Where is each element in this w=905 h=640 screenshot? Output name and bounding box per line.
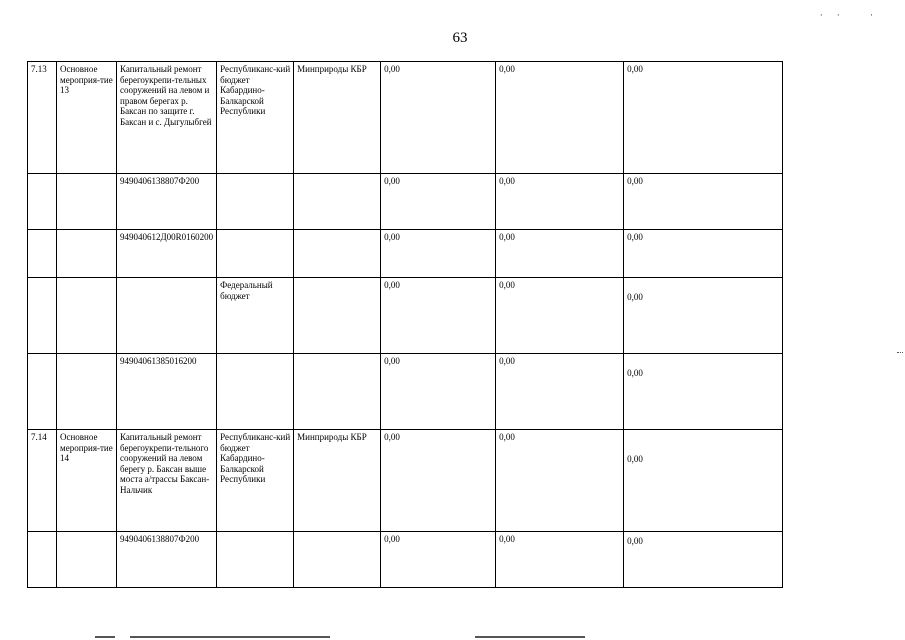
- value-cell: 0,00: [496, 230, 624, 278]
- value-cell: 0,00: [381, 62, 496, 174]
- page-number: 63: [452, 30, 468, 46]
- funding-source: Республиканс-кий бюджет Кабардино-Балкарской Республики: [217, 430, 294, 532]
- funding-source: Республиканс-кий бюджет Кабардино-Балкарской Республики: [217, 62, 294, 174]
- value-cell: 0,00: [624, 174, 783, 230]
- value-cell: 0,00: [496, 174, 624, 230]
- table-row: [28, 278, 783, 354]
- work-description: Капитальный ремонт берегоукрепи-тельных сооружений на левом и правом берегах р. Баксан по защите г. Баксан и с. Дыгулыбгей: [117, 62, 217, 174]
- budget-table: [27, 61, 783, 588]
- value-cell: 0,00: [381, 174, 496, 230]
- table-row: [28, 532, 783, 588]
- scan-artifact-bottom: [130, 636, 330, 638]
- value-cell: 0,00: [496, 430, 624, 532]
- executor: Минприроды КБР: [294, 62, 381, 174]
- event-name: Основное мероприя-тие 14: [57, 430, 117, 532]
- executor: Минприроды КБР: [294, 430, 381, 532]
- value-cell: 0,00: [496, 354, 624, 430]
- table-row: [28, 430, 783, 532]
- table-row: [28, 62, 783, 174]
- row-number: 7.14: [28, 430, 57, 532]
- value-cell: 0,00: [496, 62, 624, 174]
- scan-artifact-bottom: [95, 636, 115, 638]
- scan-artifact-edge: [897, 352, 903, 353]
- row-number: 7.13: [28, 62, 57, 174]
- value-cell: 0,00: [496, 278, 624, 354]
- value-cell: 0,00: [624, 430, 783, 532]
- work-description: Капитальный ремонт берегоукрепи-тельного сооружений на левом берегу р. Баксан выше моста а/трассы Баксан-Нальчик: [117, 430, 217, 532]
- value-cell: 0,00: [381, 430, 496, 532]
- budget-code: 94904061385016200: [117, 354, 217, 430]
- value-cell: 0,00: [496, 532, 624, 588]
- budget-code: 949040612Д00R0160200: [117, 230, 217, 278]
- value-cell: 0,00: [624, 230, 783, 278]
- value-cell: 0,00: [624, 354, 783, 430]
- table-row: [28, 174, 783, 230]
- funding-source: Федеральный бюджет: [217, 278, 294, 354]
- budget-code: 9490406138807Ф200: [117, 174, 217, 230]
- scan-artifact: ·· ·: [819, 10, 887, 20]
- value-cell: 0,00: [381, 354, 496, 430]
- value-cell: 0,00: [381, 230, 496, 278]
- scan-artifact-bottom: [475, 636, 585, 638]
- budget-code: 9490406138807Ф200: [117, 532, 217, 588]
- event-name: Основное мероприя-тие 13: [57, 62, 117, 174]
- value-cell: 0,00: [624, 62, 783, 174]
- value-cell: 0,00: [381, 278, 496, 354]
- value-cell: 0,00: [624, 532, 783, 588]
- value-cell: 0,00: [381, 532, 496, 588]
- table-row: [28, 230, 783, 278]
- value-cell: 0,00: [624, 278, 783, 354]
- table-row: [28, 354, 783, 430]
